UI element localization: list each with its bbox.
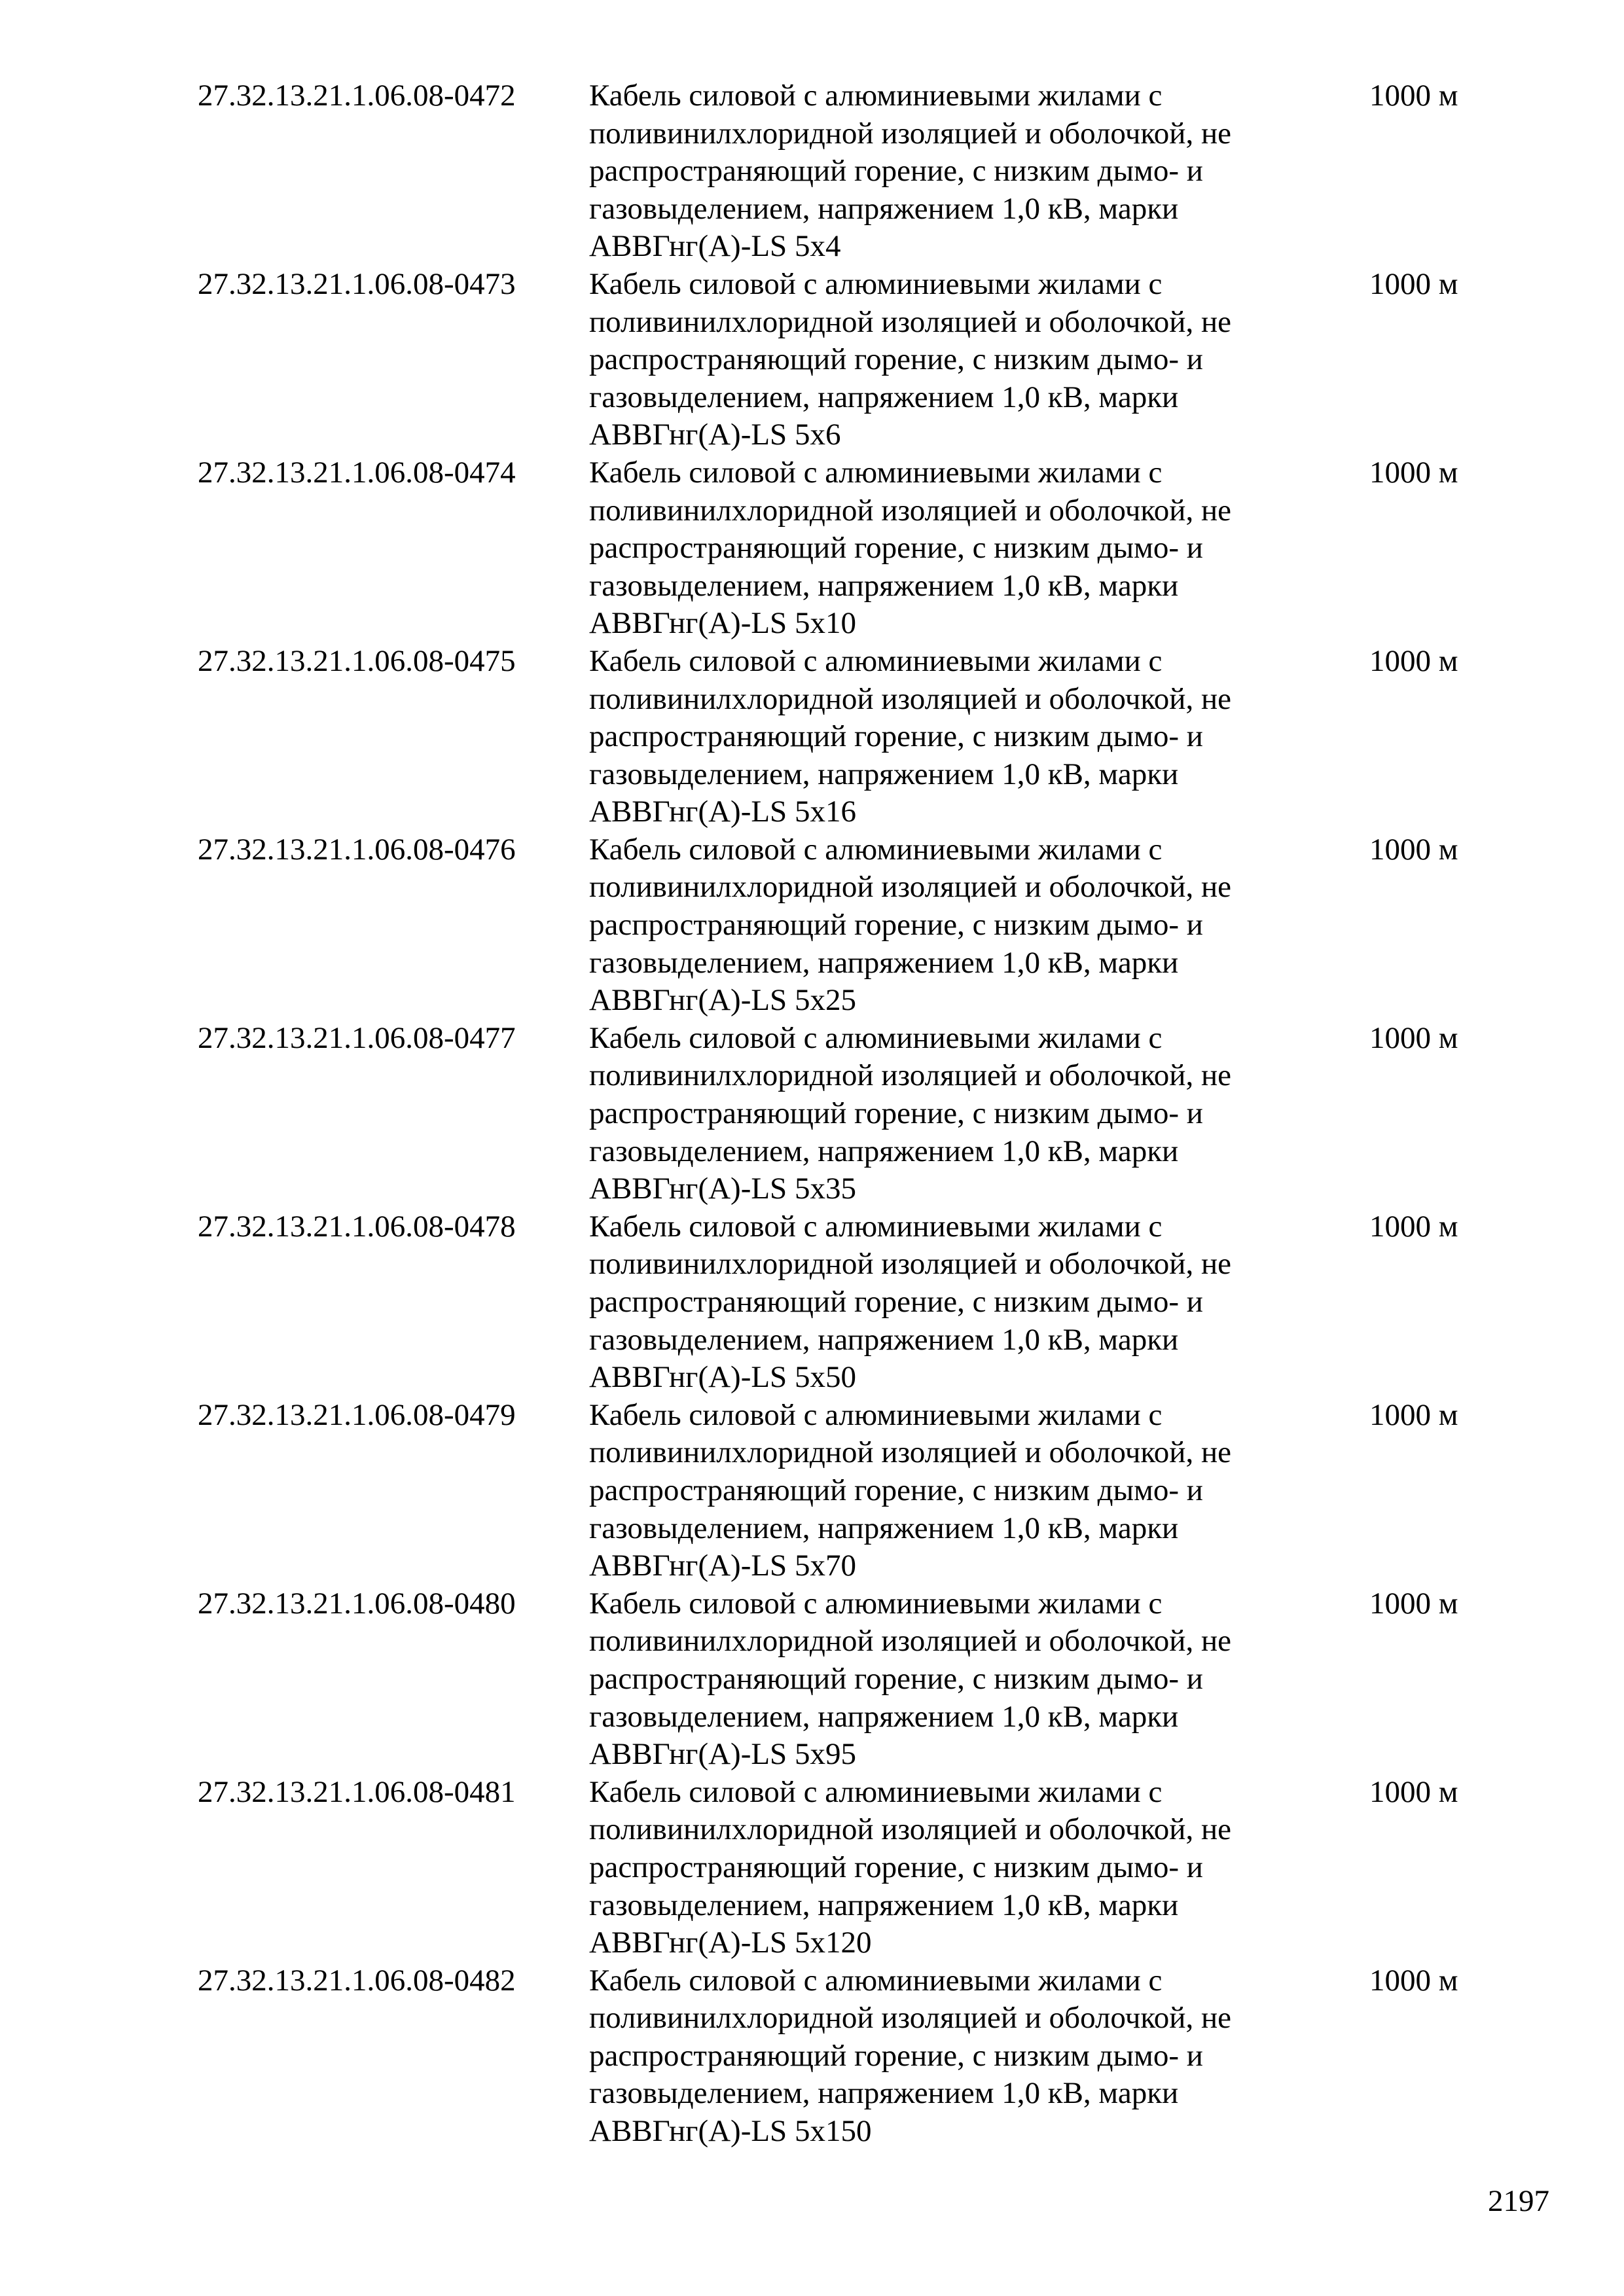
resource-code: 27.32.13.21.1.06.08-0472	[198, 79, 516, 113]
description-line: АВВГнг(А)-LS 5х25	[589, 983, 856, 1018]
resource-unit: 1000 м	[1369, 643, 1458, 678]
description-line: распространяющий горение, с низким дымо- и	[589, 1096, 1203, 1131]
resource-entry	[198, 643, 1507, 831]
resource-code: 27.32.13.21.1.06.08-0473	[198, 266, 516, 301]
resource-unit: 1000 м	[1369, 1774, 1458, 1809]
description-line: газовыделением, напряжением 1,0 кВ, марки	[589, 568, 1179, 603]
resource-entry	[198, 1020, 1507, 1208]
description-line: поливинилхлоридной изоляцией и оболочкой, не	[589, 681, 1231, 716]
description-line: газовыделением, напряжением 1,0 кВ, марки	[589, 1322, 1179, 1357]
description-line: Кабель силовой с алюминиевыми жилами с	[589, 643, 1163, 678]
description-line: распространяющий горение, с низким дымо- и	[589, 908, 1203, 942]
description-line: поливинилхлоридной изоляцией и оболочкой, не	[589, 870, 1231, 905]
description-line: АВВГнг(А)-LS 5х16	[589, 795, 856, 829]
resource-entry	[198, 1962, 1507, 2151]
resource-code: 27.32.13.21.1.06.08-0482	[198, 1963, 516, 1998]
description-line: АВВГнг(А)-LS 5х10	[589, 606, 856, 641]
resource-entry	[198, 266, 1507, 454]
description-line: АВВГнг(А)-LS 5х95	[589, 1737, 856, 1772]
resource-description	[589, 266, 1369, 454]
resource-entry	[198, 1208, 1507, 1397]
resource-description	[589, 1774, 1369, 1962]
resource-unit: 1000 м	[1369, 266, 1458, 301]
resource-description	[589, 643, 1369, 831]
description-line: Кабель силовой с алюминиевыми жилами с	[589, 1963, 1163, 1998]
resource-description	[589, 1020, 1369, 1208]
resource-code: 27.32.13.21.1.06.08-0474	[198, 455, 516, 490]
description-line: газовыделением, напряжением 1,0 кВ, марки	[589, 757, 1179, 791]
description-line: распространяющий горение, с низким дымо- и	[589, 342, 1203, 377]
resource-unit: 1000 м	[1369, 1586, 1458, 1621]
resource-code: 27.32.13.21.1.06.08-0478	[198, 1209, 516, 1244]
resource-code: 27.32.13.21.1.06.08-0481	[198, 1774, 516, 1809]
description-line: поливинилхлоридной изоляцией и оболочкой, не	[589, 1624, 1231, 1659]
description-line: газовыделением, напряжением 1,0 кВ, марки	[589, 2076, 1179, 2111]
resource-code: 27.32.13.21.1.06.08-0476	[198, 832, 516, 867]
description-line: Кабель силовой с алюминиевыми жилами с	[589, 832, 1163, 867]
resource-code: 27.32.13.21.1.06.08-0480	[198, 1586, 516, 1621]
resource-unit: 1000 м	[1369, 1209, 1458, 1244]
description-line: поливинилхлоридной изоляцией и оболочкой, не	[589, 1812, 1231, 1847]
resource-code: 27.32.13.21.1.06.08-0475	[198, 643, 516, 678]
description-line: распространяющий горение, с низким дымо- и	[589, 1285, 1203, 1319]
description-line: поливинилхлоридной изоляцией и оболочкой, не	[589, 2001, 1231, 2036]
description-line: Кабель силовой с алюминиевыми жилами с	[589, 455, 1163, 490]
resource-description	[589, 77, 1369, 266]
description-line: распространяющий горение, с низким дымо- и	[589, 1661, 1203, 1696]
description-line: Кабель силовой с алюминиевыми жилами с	[589, 1020, 1163, 1055]
description-line: АВВГнг(А)-LS 5х4	[589, 229, 841, 264]
description-line: АВВГнг(А)-LS 5х6	[589, 418, 841, 452]
resource-description	[589, 1585, 1369, 1774]
description-line: Кабель силовой с алюминиевыми жилами с	[589, 1209, 1163, 1244]
resource-description	[589, 831, 1369, 1020]
page-number: 2197	[1488, 2184, 1549, 2218]
description-line: поливинилхлоридной изоляцией и оболочкой, не	[589, 1435, 1231, 1470]
description-line: газовыделением, напряжением 1,0 кВ, марки	[589, 1699, 1179, 1734]
description-line: поливинилхлоридной изоляцией и оболочкой, не	[589, 116, 1231, 151]
resource-unit: 1000 м	[1369, 1020, 1458, 1055]
description-line: поливинилхлоридной изоляцией и оболочкой, не	[589, 1247, 1231, 1282]
resource-description	[589, 454, 1369, 643]
description-line: газовыделением, напряжением 1,0 кВ, марки	[589, 380, 1179, 414]
resource-entry	[198, 1585, 1507, 1774]
description-line: Кабель силовой с алюминиевыми жилами с	[589, 266, 1163, 301]
description-line: распространяющий горение, с низким дымо- и	[589, 531, 1203, 565]
description-line: газовыделением, напряжением 1,0 кВ, марки	[589, 945, 1179, 980]
resource-description	[589, 1397, 1369, 1585]
description-line: Кабель силовой с алюминиевыми жилами с	[589, 1586, 1163, 1621]
description-line: АВВГнг(А)-LS 5х35	[589, 1172, 856, 1206]
description-line: распространяющий горение, с низким дымо- и	[589, 1850, 1203, 1884]
description-line: распространяющий горение, с низким дымо- и	[589, 154, 1203, 188]
resource-unit: 1000 м	[1369, 79, 1458, 113]
resource-entry	[198, 1397, 1507, 1585]
resource-unit: 1000 м	[1369, 832, 1458, 867]
description-line: АВВГнг(А)-LS 5х50	[589, 1360, 856, 1395]
resource-entry	[198, 831, 1507, 1020]
description-line: Кабель силовой с алюминиевыми жилами с	[589, 1774, 1163, 1809]
description-line: распространяющий горение, с низким дымо- и	[589, 719, 1203, 754]
description-line: АВВГнг(А)-LS 5х120	[589, 1926, 872, 1960]
resource-unit: 1000 м	[1369, 455, 1458, 490]
resource-entry	[198, 77, 1507, 266]
resource-code: 27.32.13.21.1.06.08-0479	[198, 1397, 516, 1432]
description-line: АВВГнг(А)-LS 5х70	[589, 1549, 856, 1583]
resource-entry	[198, 454, 1507, 643]
description-line: газовыделением, напряжением 1,0 кВ, марки	[589, 1888, 1179, 1922]
resource-entry	[198, 1774, 1507, 1962]
description-line: АВВГнг(А)-LS 5х150	[589, 2114, 872, 2149]
resource-list	[198, 77, 1507, 2151]
description-line: Кабель силовой с алюминиевыми жилами с	[589, 1397, 1163, 1432]
description-line: распространяющий горение, с низким дымо- и	[589, 2038, 1203, 2073]
resource-code: 27.32.13.21.1.06.08-0477	[198, 1020, 516, 1055]
description-line: газовыделением, напряжением 1,0 кВ, марки	[589, 1511, 1179, 1545]
description-line: газовыделением, напряжением 1,0 кВ, марки	[589, 1134, 1179, 1168]
description-line: Кабель силовой с алюминиевыми жилами с	[589, 79, 1163, 113]
resource-description	[589, 1208, 1369, 1397]
description-line: газовыделением, напряжением 1,0 кВ, марки	[589, 191, 1179, 226]
description-line: поливинилхлоридной изоляцией и оболочкой, не	[589, 1058, 1231, 1093]
description-line: поливинилхлоридной изоляцией и оболочкой, не	[589, 304, 1231, 339]
description-line: распространяющий горение, с низким дымо- и	[589, 1473, 1203, 1507]
resource-unit: 1000 м	[1369, 1963, 1458, 1998]
resource-description	[589, 1962, 1369, 2151]
resource-unit: 1000 м	[1369, 1397, 1458, 1432]
description-line: поливинилхлоридной изоляцией и оболочкой, не	[589, 493, 1231, 528]
